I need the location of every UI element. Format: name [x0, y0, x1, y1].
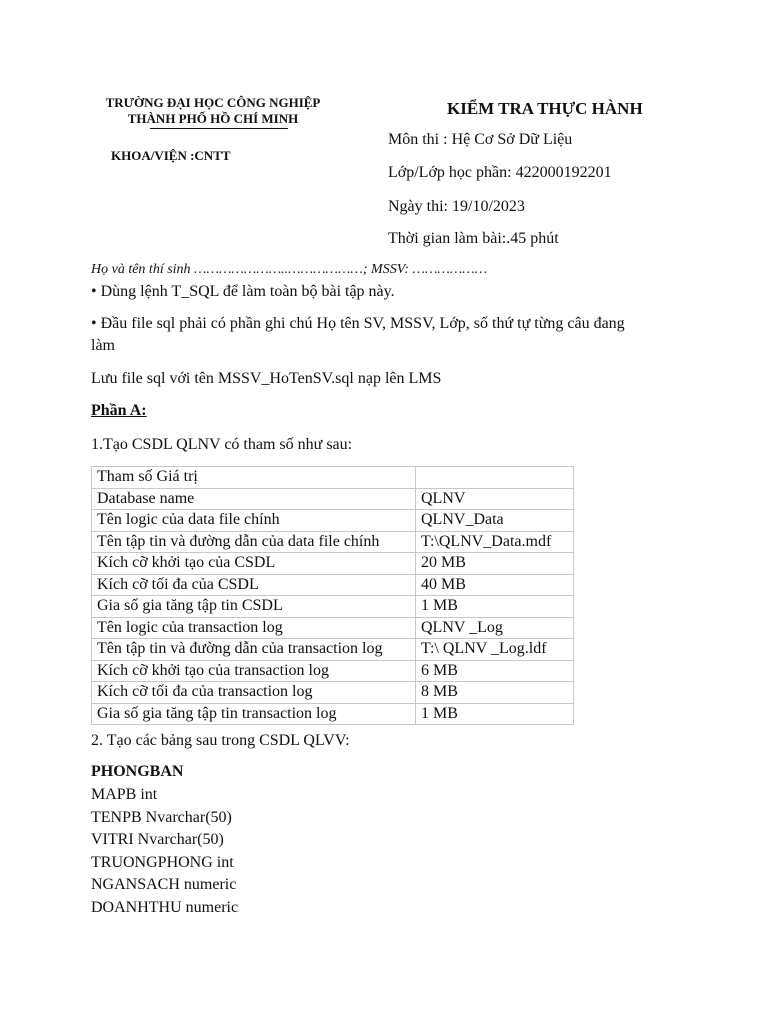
value-cell: 6 MB — [416, 660, 574, 682]
table-row — [92, 596, 574, 618]
parameter-cell: Kích cỡ khởi tạo của transaction log — [92, 660, 416, 682]
field-item: TRUONGPHONG int — [91, 853, 234, 871]
value-cell: T:\QLNV_Data.mdf — [416, 531, 574, 553]
table-row — [92, 467, 574, 489]
instruction-3: Lưu file sql với tên MSSV_HoTenSV.sql nạp lên LMS — [91, 370, 442, 387]
table-row — [92, 531, 574, 553]
instruction-2: • Đầu file sql phải có phần ghi chú Họ tên SV, MSSV, Lớp, số thứ tự từng câu đang làm — [91, 315, 625, 354]
table-row — [92, 617, 574, 639]
exam-class: Lớp/Lớp học phần: 422000192201 — [388, 164, 612, 181]
value-cell: 40 MB — [416, 574, 574, 596]
table-row — [92, 510, 574, 532]
question-1: 1.Tạo CSDL QLNV có tham số như sau: — [91, 436, 353, 453]
parameter-cell: Tên logic của data file chính — [92, 510, 416, 532]
parameter-cell: Database name — [92, 488, 416, 510]
value-cell — [416, 467, 574, 489]
university-line-2: THÀNH PHỐ HỒ CHÍ MINH — [127, 111, 299, 126]
table-row — [92, 660, 574, 682]
header-divider — [150, 128, 288, 129]
part-a-heading: Phần A: — [91, 402, 147, 419]
university-line-1: TRƯỜNG ĐẠI HỌC CÔNG NGHIỆP — [105, 95, 321, 110]
field-item: MAPB int — [91, 786, 158, 803]
field-item: NGANSACH numeric — [91, 876, 237, 893]
table-row — [92, 639, 574, 661]
question-2: 2. Tạo các bảng sau trong CSDL QLVV: — [91, 732, 350, 749]
parameter-cell: Kích cỡ tối đa của transaction log — [92, 682, 416, 704]
table-row — [92, 682, 574, 704]
exam-title: KIỂM TRA THỰC HÀNH — [447, 99, 643, 118]
table-row — [92, 488, 574, 510]
parameter-cell: Tham số Giá trị — [92, 467, 416, 489]
parameter-cell: Tên tập tin và đường dẫn của data file chính — [92, 531, 416, 553]
parameter-cell: Gia số gia tăng tập tin CSDL — [92, 596, 416, 618]
parameter-cell: Gia số gia tăng tập tin transaction log — [92, 703, 416, 725]
instruction-1: • Dùng lệnh T_SQL để làm toàn bộ bài tập này. — [91, 283, 395, 300]
value-cell: QLNV — [416, 488, 574, 510]
parameter-cell: Kích cỡ tối đa của CSDL — [92, 574, 416, 596]
table-row — [92, 703, 574, 725]
exam-date: Ngày thi: 19/10/2023 — [388, 198, 525, 215]
table-name-heading: PHONGBAN — [91, 763, 184, 780]
exam-duration: Thời gian làm bài:.45 phút — [388, 230, 559, 247]
field-item: VITRI Nvarchar(50) — [91, 831, 224, 848]
value-cell: QLNV_Data — [416, 510, 574, 532]
candidate-line: Họ và tên thí sinh …………………..………………; MSSV: ……………… — [91, 262, 488, 277]
value-cell: QLNV _Log — [416, 617, 574, 639]
database-parameters-table — [91, 466, 574, 725]
value-cell: T:\ QLNV _Log.ldf — [416, 639, 574, 661]
value-cell: 1 MB — [416, 596, 574, 618]
table-row — [92, 574, 574, 596]
value-cell: 1 MB — [416, 703, 574, 725]
exam-subject: Môn thi : Hệ Cơ Sở Dữ Liệu — [388, 131, 573, 148]
field-item: DOANHTHU numeric — [91, 898, 239, 916]
table-row — [92, 553, 574, 575]
value-cell: 20 MB — [416, 553, 574, 575]
university-name — [82, 95, 344, 127]
field-list — [91, 784, 238, 919]
faculty-label: KHOA/VIỆN :CNTT — [111, 148, 231, 163]
value-cell: 8 MB — [416, 682, 574, 704]
field-item: TENPB Nvarchar(50) — [91, 808, 232, 826]
parameter-cell: Kích cỡ khởi tạo của CSDL — [92, 553, 416, 575]
parameter-cell: Tên logic của transaction log — [92, 617, 416, 639]
parameter-cell: Tên tập tin và đường dẫn của transaction log — [92, 639, 416, 661]
